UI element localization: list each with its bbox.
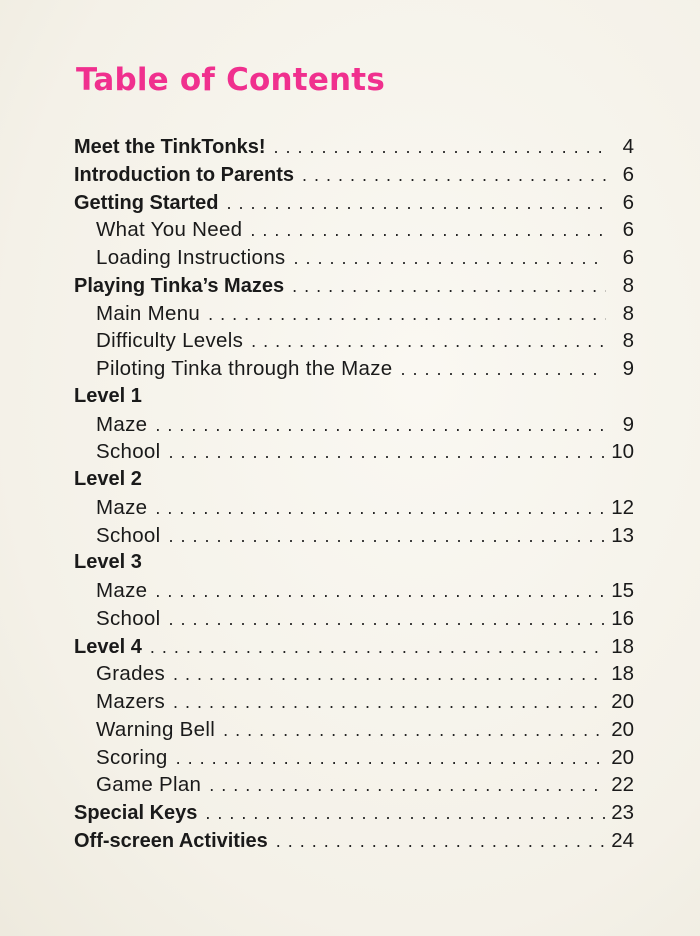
toc-entry-mazers [74, 688, 634, 716]
toc-entry-label: Difficulty Levels [96, 329, 244, 353]
toc-heading-level-3 [74, 549, 634, 577]
toc-entry-label: Maze [96, 495, 148, 519]
leader-dots [302, 162, 606, 190]
toc-entry-difficulty-levels [74, 327, 634, 355]
toc-entry-scoring [74, 744, 634, 772]
toc-entry-page: 23 [611, 801, 634, 824]
toc-entry-label: Special Keys [74, 802, 198, 824]
toc-entry-level-1-school [74, 438, 634, 466]
toc-entry-special-keys [74, 799, 634, 827]
toc-entry-label: School [96, 523, 161, 547]
toc-heading-level-1 [74, 383, 634, 411]
toc-entry-label: Level 3 [74, 551, 142, 574]
toc-entry-label: Maze [96, 412, 148, 436]
toc-entry-warning-bell [74, 716, 634, 744]
leader-dots [226, 190, 606, 218]
toc-entry-level-2-maze [74, 494, 634, 522]
toc-entry-introduction-to-parents [74, 161, 634, 189]
page-title: Table of Contents [76, 62, 385, 98]
toc-entry-label: Introduction to Parents [74, 163, 294, 186]
toc-entry-label: Game Plan [96, 773, 202, 797]
leader-dots [173, 689, 605, 717]
toc-entry-label: Warning Bell [96, 717, 216, 741]
toc-entry-label: Meet the TinkTonks! [74, 136, 266, 158]
toc-entry-page: 10 [611, 440, 634, 464]
toc-entry-page: 15 [611, 579, 634, 602]
toc-entry-main-menu [74, 300, 634, 328]
toc-entry-page: 9 [622, 412, 634, 436]
toc-entry-page: 6 [622, 162, 634, 186]
toc-entry-what-you-need [74, 216, 634, 244]
leader-dots [168, 523, 605, 551]
toc-entry-label: Main Menu [96, 301, 201, 325]
toc-entry-page: 6 [622, 190, 634, 214]
toc-entry-label: School [96, 606, 161, 630]
toc-entry-page: 12 [611, 495, 634, 519]
toc-entry-label: Scoring [96, 745, 168, 769]
toc-entry-page: 13 [611, 523, 634, 547]
leader-dots [155, 412, 606, 440]
toc-entry-level-2-school [74, 522, 634, 550]
toc-entry-level-3-maze [74, 577, 634, 605]
leader-dots [168, 439, 605, 467]
toc-entry-piloting-tinka [74, 355, 634, 383]
toc-entry-level-4 [74, 633, 634, 661]
toc-entry-label: Loading Instructions [96, 246, 286, 269]
toc-entry-meet-the-tinktonks [74, 133, 634, 161]
toc-entry-label: Getting Started [74, 191, 219, 214]
toc-entry-level-1-maze [74, 411, 634, 439]
leader-dots [176, 745, 606, 773]
toc-heading-level-2 [74, 466, 634, 494]
leader-dots [293, 245, 606, 273]
toc-entry-page: 18 [611, 634, 634, 658]
toc-entry-page: 16 [611, 606, 634, 630]
toc-entry-page: 8 [622, 273, 634, 297]
toc-entry-getting-started [74, 189, 634, 217]
leader-dots [173, 661, 605, 689]
leader-dots [209, 772, 605, 800]
toc-entry-page: 6 [622, 218, 634, 242]
leader-dots [155, 578, 605, 606]
toc-entry-page: 22 [611, 773, 634, 797]
toc-entry-page: 20 [611, 690, 634, 713]
leader-dots [250, 217, 606, 245]
toc-entry-game-plan [74, 771, 634, 799]
leader-dots [251, 328, 606, 356]
toc-entry-label: Maze [96, 579, 148, 602]
toc-entry-page: 24 [611, 828, 634, 852]
toc-entry-label: Mazers [96, 690, 166, 713]
toc-entry-page: 8 [622, 301, 634, 325]
leader-dots [205, 800, 605, 828]
toc-entry-label: Level 2 [74, 468, 142, 490]
toc-entry-label: Level 1 [74, 384, 142, 407]
leader-dots [400, 356, 606, 384]
toc-entry-page: 6 [622, 246, 634, 269]
leader-dots [155, 495, 605, 523]
toc-entry-label: Level 4 [74, 635, 142, 658]
toc-entry-page: 20 [611, 745, 634, 769]
leader-dots [208, 301, 606, 329]
toc-entry-label: Playing Tinka’s Mazes [74, 274, 285, 297]
toc-entry-level-3-school [74, 605, 634, 633]
leader-dots [292, 273, 606, 301]
leader-dots [223, 717, 605, 745]
toc-entry-label: What You Need [96, 218, 243, 242]
toc-entry-playing-tinkas-mazes [74, 272, 634, 300]
leader-dots [150, 634, 605, 662]
toc-entry-label: Grades [96, 662, 166, 686]
toc-entry-page: 18 [611, 662, 634, 686]
toc-entry-label: Piloting Tinka through the Maze [96, 357, 393, 380]
toc-entry-label: Off-screen Activities [74, 829, 268, 852]
leader-dots [276, 828, 605, 856]
toc-entry-off-screen-activities [74, 827, 634, 855]
leader-dots [274, 134, 606, 162]
toc-entry-page: 8 [622, 329, 634, 353]
toc-entry-page: 9 [622, 357, 634, 380]
leader-dots [168, 606, 605, 634]
toc-entry-loading-instructions [74, 244, 634, 272]
toc-entry-page: 20 [611, 717, 634, 741]
toc-entry-grades [74, 660, 634, 688]
toc-entry-page: 4 [622, 135, 634, 158]
toc-entry-label: School [96, 440, 161, 464]
table-of-contents [74, 133, 634, 855]
